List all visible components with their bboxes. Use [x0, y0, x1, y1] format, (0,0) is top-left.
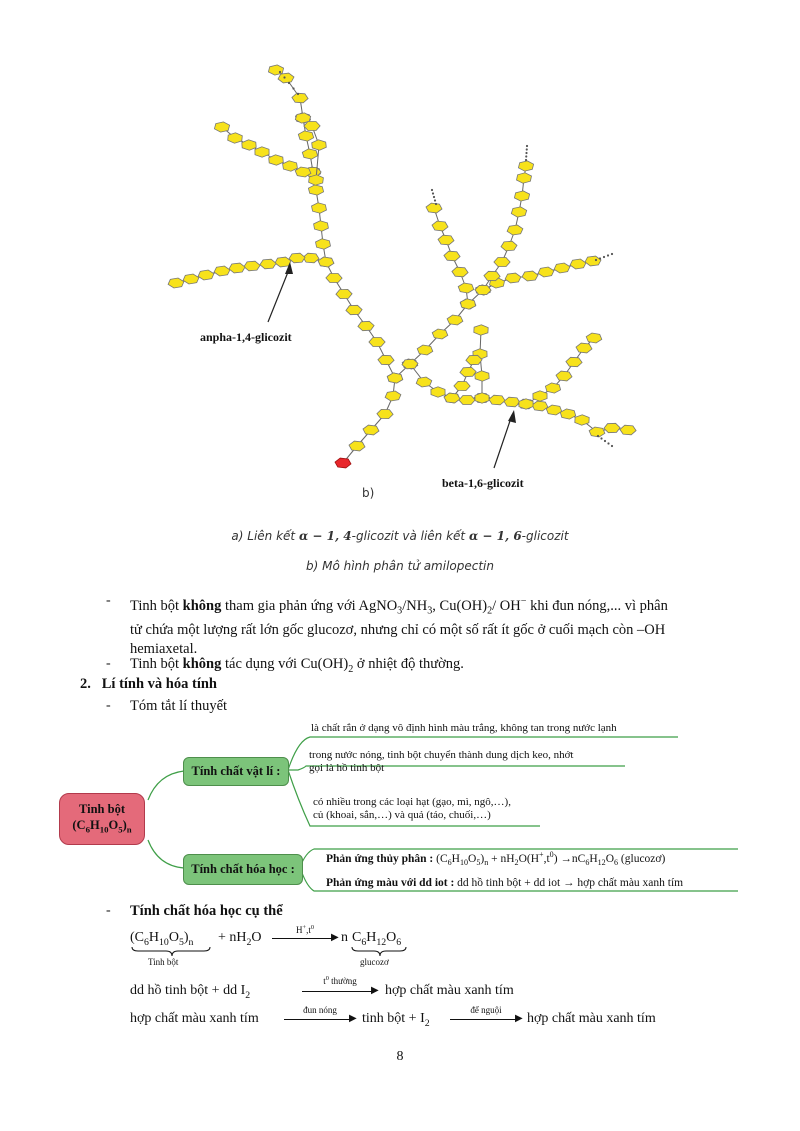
caption-a: a) Liên kết α − 1, 4-glicozit và liên kết α − 1, 6-glicozit: [231, 529, 569, 543]
figure-b-label: b): [362, 486, 375, 500]
chem-item-2: Phản ứng màu với dd iot : dd hồ tinh bột + dd iot → hợp chất màu xanh tím: [326, 877, 684, 889]
summary-label: Tóm tắt lí thuyết: [130, 698, 228, 714]
chem-item-1: Phản ứng thủy phân : $(C_6H_{10}O_5)_n + nH_2O(H^+,t^0) \to nC_6H_{12}O_6$ (glucozơ): [326, 850, 666, 868]
bullet-dash: -: [106, 903, 111, 918]
eq1-under-right: glucozơ: [360, 957, 389, 967]
bullet-dash: -: [106, 698, 111, 713]
bullet-dash: -: [106, 593, 111, 608]
phys-item-3: có nhiều trong các loại hạt (gạo, mì, ngô,…), củ (khoai, sắn,…) và quả (táo, chuối,…): [313, 796, 511, 821]
equation-2: dd hồ tinh bột + dd $I_2$ $t^0$ thường ▶ hợp chất màu xanh tím: [130, 975, 514, 1001]
eq1-under-left: Tinh bột: [148, 957, 179, 967]
page-number: 8: [396, 1049, 404, 1064]
phys-item-1: là chất rắn ở dạng vô định hình màu trắng, không tan trong nước lạnh: [311, 722, 617, 734]
section-heading: 2. Lí tính và hóa tính: [80, 676, 217, 692]
caption-b: b) Mô hình phân tử amilopectin: [305, 559, 494, 573]
equation-3: hợp chất màu xanh tím đun nóng ▶ tinh bột + $I_2$ để nguội ▶ hợp chất màu xanh tím: [130, 1005, 656, 1029]
bullet-2: Tinh bột không tác dụng với $Cu(OH)_2$ ở nhiệt độ thường.: [130, 656, 464, 675]
bullet-dash: -: [106, 656, 111, 671]
physical-node: Tính chất vật lí :: [183, 757, 289, 786]
chemical-node: Tính chất hóa học :: [183, 854, 303, 885]
beta-label: beta-1,6-glicozit: [442, 476, 524, 490]
bullet-1: Tinh bột không tham gia phản ứng với $AgNO_3/NH_3$, $Cu(OH)_2/$ OH− khi đun nóng,... vì phân tử chứa một lượng rất lớn gốc glucozơ, nhưng chỉ có một số rất ít gốc ở cuối mạch còn –OH hemiaxetal.: [130, 596, 668, 657]
anpha-label: anpha-1,4-glicozit: [200, 330, 292, 344]
phys-item-2: trong nước nóng, tinh bột chuyển thành dung dịch keo, nhớt gọi là hồ tinh bột: [309, 749, 574, 774]
mindmap-root: Tinh bột $(C_6H_{10}O_5)_n$: [59, 793, 145, 845]
chem-detail-title: Tính chất hóa học cụ thể: [130, 903, 283, 919]
equation-1: $(C_6H_{10}O_5)_n$ + $nH_2O$ $H^+,t^0$ ▶ n $C_6H_{12}O_6$ Tinh bột glucozơ: [130, 930, 530, 970]
